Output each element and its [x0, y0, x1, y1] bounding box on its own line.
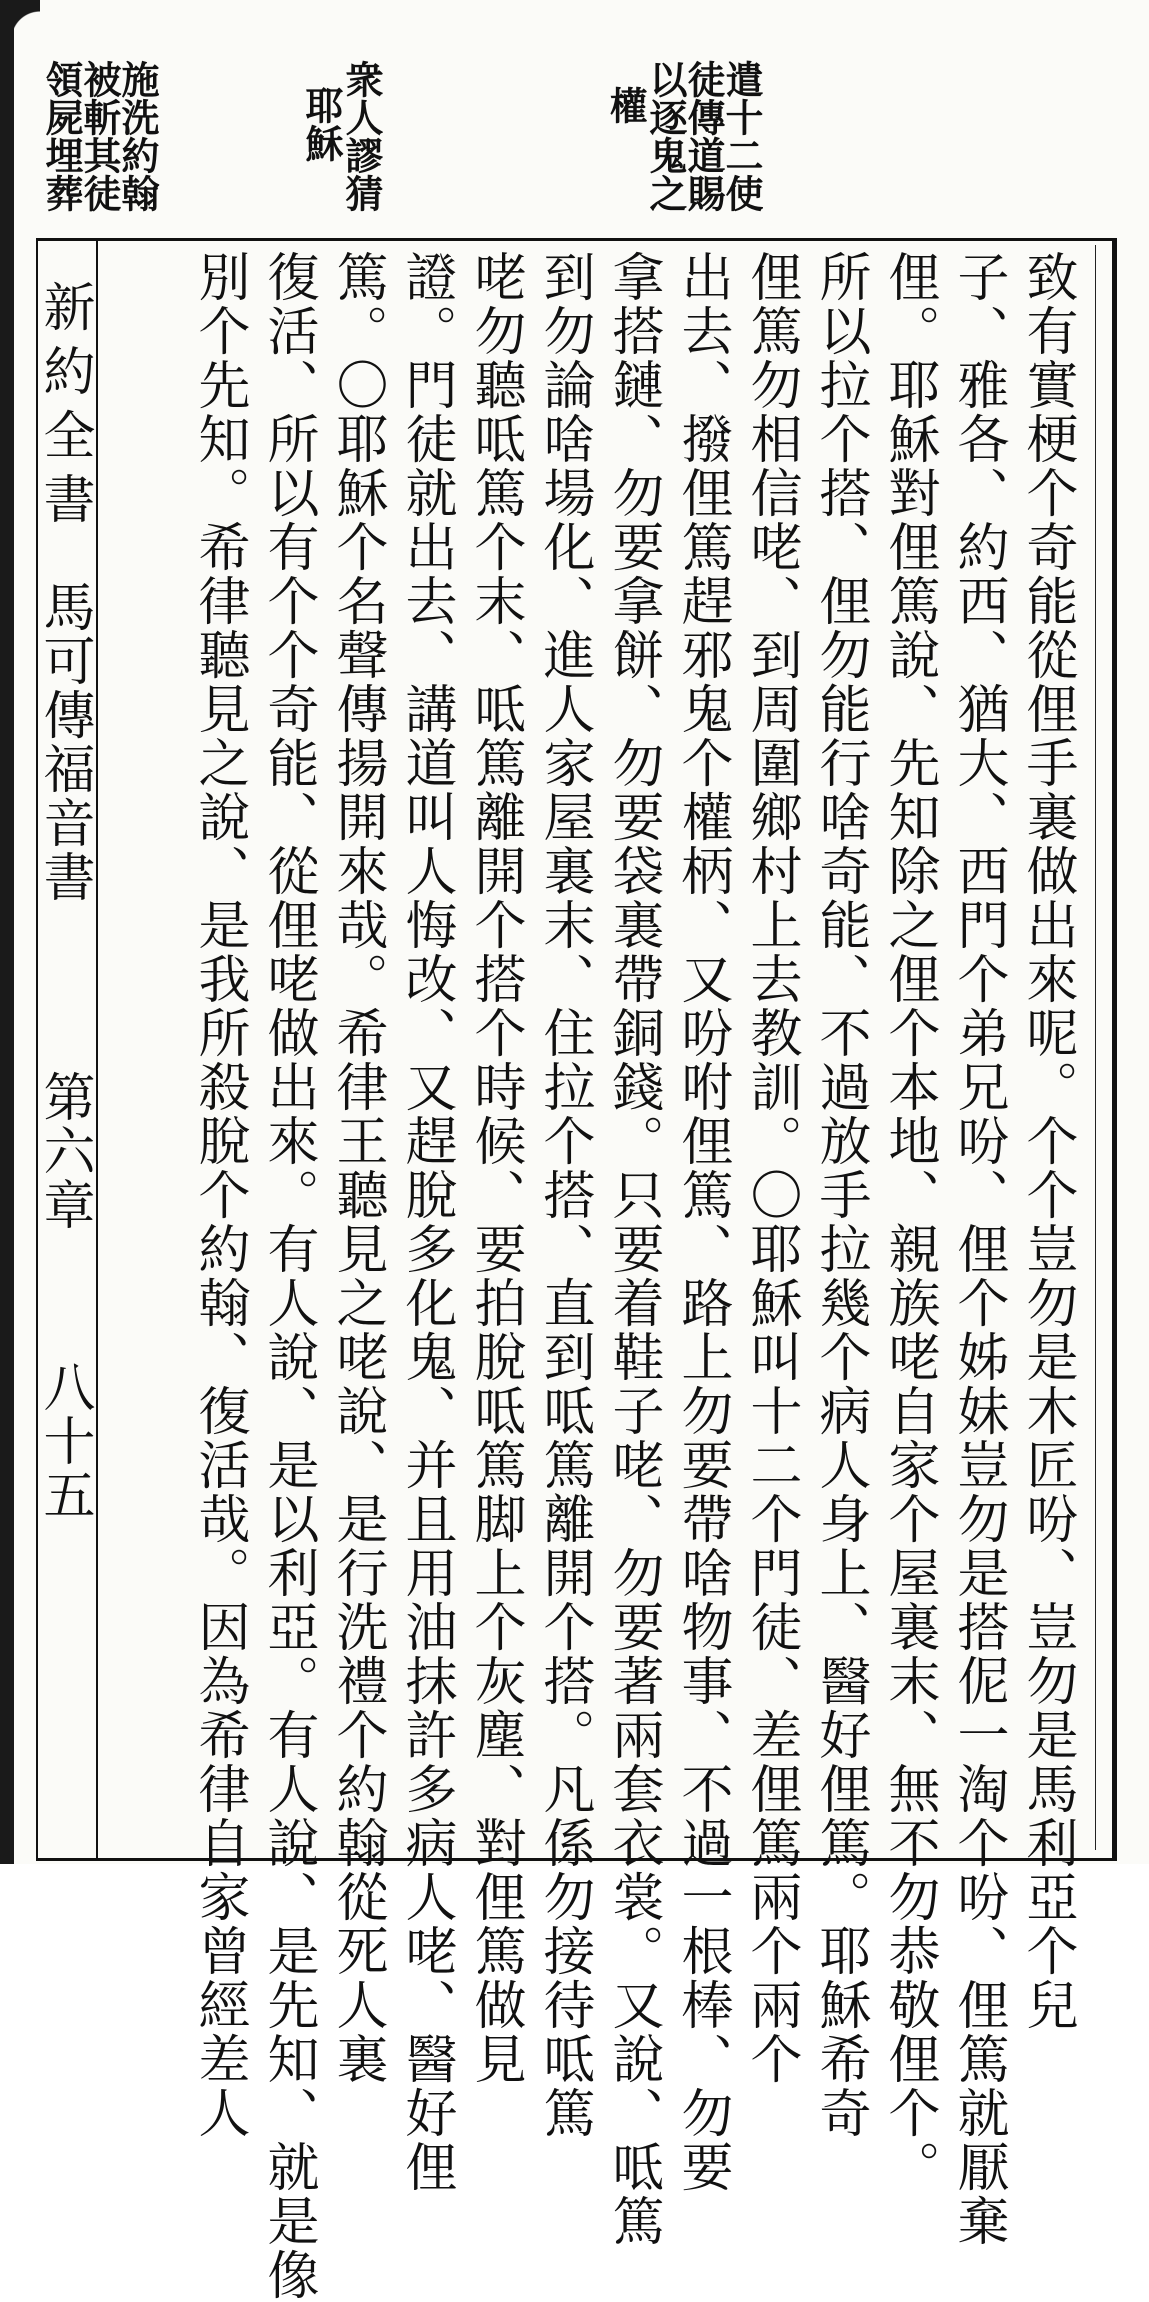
text-column: 俚。耶穌對俚篤說、先知除之俚个本地、親族咾自家个屋裏末、無不勿恭敬俚个。 — [879, 250, 939, 2194]
section-title: 馬可傳福音書 — [34, 580, 94, 904]
top-note: 耶穌 — [299, 86, 344, 162]
text-column: 子、雅各、約西、猶大、西門个弟兄吩、俚个姊妹豈勿是搭伲一淘个吩、俚篤就厭棄 — [948, 250, 1008, 2248]
chapter-label: 第六章 — [34, 1070, 94, 1232]
text-column: 復活、所以有个个奇能、從俚咾做出來。有人說、是以利亞。有人說、是先知、就是像 — [258, 250, 318, 2302]
text-column: 篤。〇耶穌个名聲傳揚開來哉。希律王聽見之咾說、是行洗禮个約翰從死人裏 — [327, 250, 387, 2086]
scan-edge-corner — [0, 0, 40, 40]
text-column: 咾勿聽呧篤个末、呧篤離開个搭个時候、要拍脫呧篤脚上个灰塵、對俚篤做見 — [465, 250, 525, 2086]
frame-inner-rule — [1095, 245, 1096, 1850]
top-note: 被斬其徒 — [77, 60, 122, 212]
text-column: 俚篤勿相信咾、到周圍鄉村上去教訓。〇耶穌叫十二个門徒、差俚篤兩个兩个 — [741, 250, 801, 2086]
text-column: 證。門徒就出去、講道叫人悔改、又趕脫多化鬼、并且用油抹許多病人咾、醫好俚 — [396, 250, 456, 2194]
scan-edge — [0, 0, 14, 1864]
page-number: 八十五 — [34, 1360, 94, 1522]
top-note: 遣十二使 — [719, 60, 764, 212]
text-column: 到勿論啥場化、進人家屋裏末、住拉个搭、直到呧篤離開个搭。凡係勿接待呧篤 — [534, 250, 594, 2140]
top-note: 權 — [603, 86, 648, 124]
text-column: 別个先知。希律聽見之說、是我所殺脫个約翰、復活哉。因為希律自家曾經差人 — [189, 250, 249, 2140]
top-note: 徒傳道賜 — [681, 60, 726, 212]
top-note: 衆人謬猜 — [339, 60, 384, 212]
top-note: 以逐鬼之 — [643, 60, 688, 212]
top-note: 施洗約翰 — [115, 60, 160, 212]
book-title: 新約全書 — [34, 280, 94, 536]
header-rule — [36, 238, 1116, 241]
top-note: 領屍埋葬 — [39, 60, 84, 212]
text-column: 所以拉个搭、俚勿能行啥奇能、不過放手拉幾个病人身上、醫好俚篤。耶穌希奇 — [810, 250, 870, 2140]
text-column: 拿搭鏈、勿要拿餅、勿要袋裏帶銅錢。只要着鞋子咾、勿要著兩套衣裳。又說、呧篤 — [603, 250, 663, 2248]
margin-rule — [96, 238, 98, 1860]
text-column: 出去、撥俚篤趕邪鬼个權柄、又吩咐俚篤、路上勿要帶啥物事、不過一根棒、勿要 — [672, 250, 732, 2194]
text-column: 致有實梗个奇能從俚手裏做出來呢。个个豈勿是木匠吩、豈勿是馬利亞个兒 — [1017, 250, 1077, 2032]
